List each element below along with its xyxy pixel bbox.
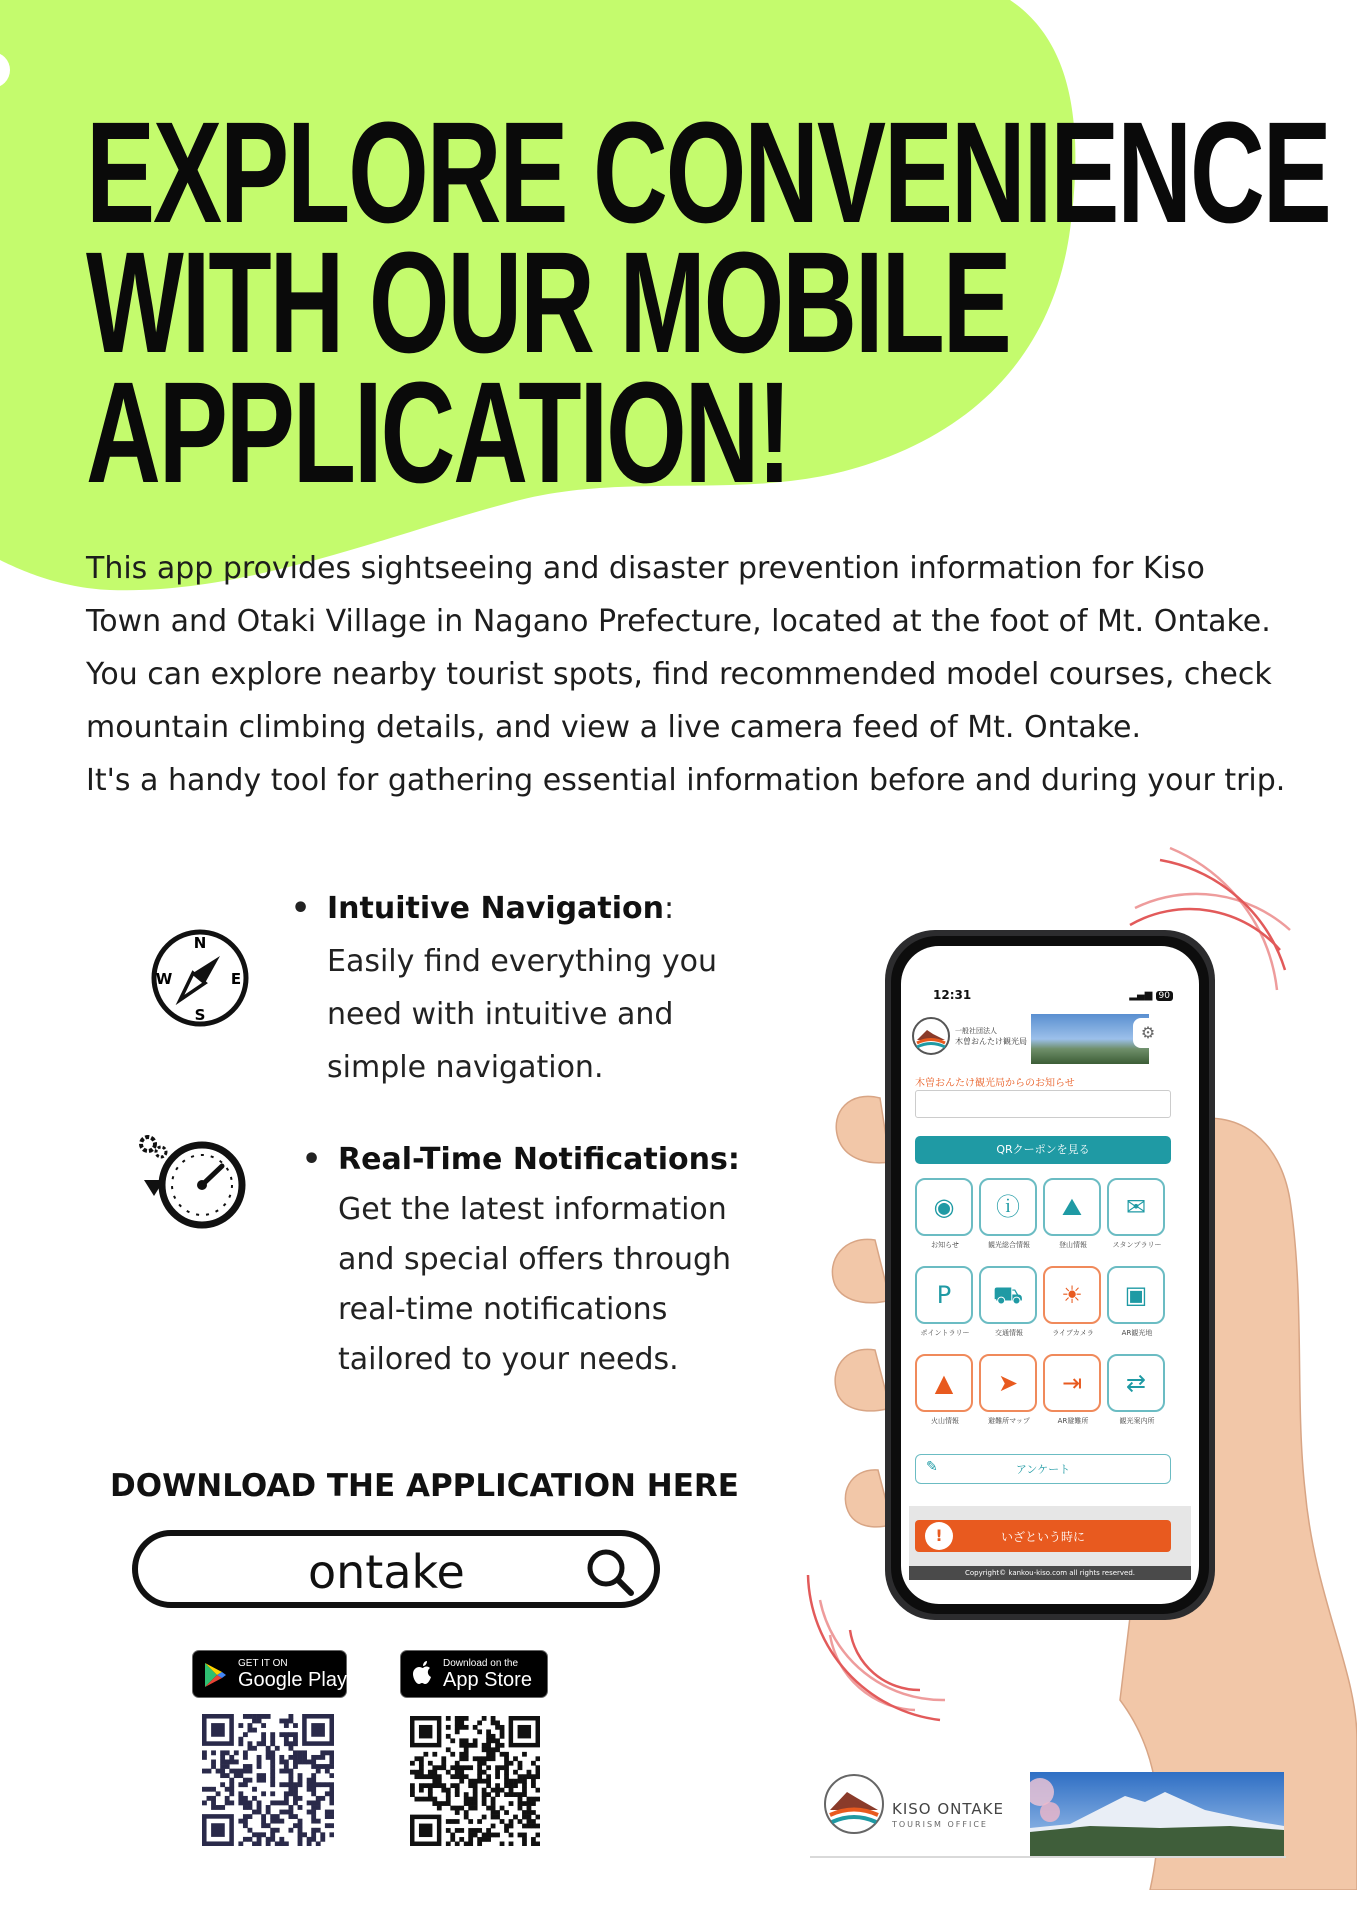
compass-w-label: W bbox=[155, 970, 173, 988]
status-time: 12:31 bbox=[933, 988, 972, 1002]
download-title: DOWNLOAD THE APPLICATION HERE bbox=[110, 1468, 739, 1504]
headline-line-2: WITH OUR MOBILE bbox=[86, 222, 1010, 383]
headline-line-1: EXPLORE CONVENIENCE bbox=[86, 92, 1330, 253]
google-play-big-text: Google Play bbox=[238, 1669, 347, 1691]
feature-title: Intuitive Navigation bbox=[327, 891, 664, 926]
status-icons bbox=[1129, 990, 1173, 1001]
brand-line-1: KISO ONTAKE bbox=[892, 1800, 1004, 1818]
stamp-icon: ✉ bbox=[1125, 1193, 1147, 1221]
grid-tile-label: お知らせ bbox=[931, 1241, 959, 1249]
grid-tile-label: 交通情報 bbox=[995, 1329, 1023, 1337]
intro-paragraph bbox=[86, 542, 1316, 807]
phone-screen bbox=[901, 946, 1199, 1604]
feature-line: need with intuitive and bbox=[327, 997, 674, 1032]
feature-line: Easily find everything you bbox=[327, 944, 717, 979]
volcano-icon: ▲ bbox=[934, 1369, 954, 1397]
grid-tile-volcano[interactable] bbox=[915, 1354, 975, 1438]
intro-line: Town and Otaki Village in Nagano Prefecture, located at the foot of Mt. Ontake. bbox=[86, 604, 1271, 639]
google-play-badge[interactable] bbox=[192, 1650, 347, 1698]
google-play-small-text: GET IT ON bbox=[238, 1658, 288, 1669]
app-store-qr-code[interactable] bbox=[410, 1716, 540, 1846]
photo-icon: ▣ bbox=[1124, 1281, 1148, 1309]
grid-tile-sun-mountain[interactable] bbox=[1043, 1266, 1103, 1350]
alert-icon: ! bbox=[925, 1522, 953, 1550]
feature-line: simple navigation. bbox=[327, 1050, 604, 1085]
grid-tile-exit[interactable] bbox=[1043, 1354, 1103, 1438]
feature-realtime-notifications: • Real-Time Notifications: Get the latest information and special offers through real-time notifications tailored to your needs. bbox=[338, 1135, 740, 1385]
grid-tile-info[interactable] bbox=[979, 1178, 1039, 1262]
grid-tile-label: ポイントラリー bbox=[920, 1329, 970, 1337]
compass-s-label: S bbox=[194, 1006, 206, 1024]
grid-tile-label: AR観光地 bbox=[1121, 1329, 1153, 1337]
signal-icon: ▂▄▆ bbox=[1129, 990, 1153, 1001]
compass-e-label: E bbox=[230, 970, 242, 988]
grid-tile-car[interactable] bbox=[979, 1266, 1039, 1350]
header-mountain-photo bbox=[1031, 1014, 1149, 1064]
feature-title: Real-Time Notifications: bbox=[338, 1142, 740, 1177]
copyright-text: Copyright© kankou-kiso.com all rights reserved. bbox=[909, 1566, 1191, 1580]
clipboard-icon: ✎ bbox=[926, 1459, 938, 1475]
settings-button[interactable] bbox=[1133, 1018, 1163, 1048]
emergency-label: いざという時に bbox=[1000, 1530, 1085, 1544]
footer-brand bbox=[822, 1772, 1032, 1842]
feature-line: tailored to your needs. bbox=[338, 1342, 679, 1377]
grid-tile-label: 避難所マップ bbox=[988, 1417, 1030, 1425]
grid-tile-label: ライブカメラ bbox=[1052, 1329, 1094, 1337]
exit-icon: ⇥ bbox=[1061, 1369, 1083, 1397]
emergency-button[interactable] bbox=[915, 1520, 1171, 1552]
intro-line: This app provides sightseeing and disaster prevention information for Kiso bbox=[86, 551, 1205, 586]
intro-line: mountain climbing details, and view a live camera feed of Mt. Ontake. bbox=[86, 710, 1142, 745]
coupon-button[interactable]: QRクーポンを見る bbox=[915, 1136, 1171, 1164]
intro-line: It's a handy tool for gathering essential information before and during your trip. bbox=[86, 763, 1286, 798]
app-store-badge[interactable] bbox=[400, 1650, 548, 1698]
hiker-icon: ⛰ bbox=[1061, 1193, 1083, 1221]
apple-icon bbox=[411, 1660, 435, 1688]
grid-tile-label: 火山情報 bbox=[931, 1417, 959, 1425]
grid-tile-label: 観光案内所 bbox=[1119, 1417, 1155, 1425]
footer-divider bbox=[810, 1856, 1286, 1858]
app-store-big-text: App Store bbox=[443, 1669, 532, 1691]
org-small: 一般社団法人 bbox=[955, 1027, 997, 1035]
parking-icon: P bbox=[936, 1281, 952, 1309]
gear-icon: ⚙ bbox=[1140, 1023, 1156, 1042]
sun-mountain-icon: ☀ bbox=[1061, 1281, 1083, 1309]
grid-tile-hiker[interactable] bbox=[1043, 1178, 1103, 1262]
search-bar[interactable] bbox=[132, 1530, 660, 1608]
org-name: 木曽おんたけ観光局 bbox=[955, 1037, 1027, 1046]
headline-line-3: APPLICATION! bbox=[86, 352, 790, 513]
grid-tile-signpost[interactable] bbox=[1107, 1354, 1167, 1438]
feature-intuitive-navigation: • Intuitive Navigation: Easily find everything you need with intuitive and simple navigation. bbox=[327, 882, 717, 1094]
info-icon: ⓘ bbox=[996, 1193, 1020, 1221]
kiso-ontake-logo-icon bbox=[822, 1772, 886, 1836]
feature-line: and special offers through bbox=[338, 1242, 732, 1277]
grid-tile-label: 観光総合情報 bbox=[988, 1241, 1030, 1249]
notice-title: 木曽おんたけ観光局からのお知らせ bbox=[915, 1078, 1075, 1089]
grid-tile-photo[interactable] bbox=[1107, 1266, 1167, 1350]
mountain-photo bbox=[1030, 1772, 1284, 1856]
compass-icon bbox=[148, 926, 252, 1030]
grid-tile-parking[interactable] bbox=[915, 1266, 975, 1350]
feature-title-colon: : bbox=[663, 891, 675, 926]
notice-box[interactable] bbox=[915, 1090, 1171, 1118]
grid-tile-wifi[interactable] bbox=[915, 1178, 975, 1262]
grid-tile-runner[interactable] bbox=[979, 1354, 1039, 1438]
runner-icon: ➤ bbox=[997, 1369, 1019, 1397]
app-store-small-text: Download on the bbox=[443, 1658, 519, 1669]
survey-label: アンケート bbox=[1015, 1463, 1071, 1476]
grid-tile-stamp[interactable] bbox=[1107, 1178, 1167, 1262]
survey-button[interactable] bbox=[915, 1454, 1171, 1484]
search-icon[interactable] bbox=[584, 1546, 636, 1598]
app-icon-grid bbox=[915, 1178, 1177, 1438]
clock-refresh-icon bbox=[134, 1130, 254, 1230]
feature-line: real-time notifications bbox=[338, 1292, 668, 1327]
search-term: ontake bbox=[308, 1545, 465, 1599]
wifi-icon: ◉ bbox=[933, 1193, 955, 1221]
signpost-icon: ⇄ bbox=[1125, 1369, 1147, 1397]
battery-badge: 90 bbox=[1156, 991, 1173, 1001]
brand-line-2: TOURISM OFFICE bbox=[892, 1820, 988, 1829]
google-play-icon bbox=[203, 1662, 227, 1688]
car-icon: ⛟ bbox=[992, 1281, 1024, 1309]
google-play-qr-code[interactable] bbox=[202, 1714, 334, 1846]
ontake-logo-icon bbox=[911, 1016, 951, 1056]
feature-line: Get the latest information bbox=[338, 1192, 727, 1227]
grid-tile-label: AR避難所 bbox=[1057, 1417, 1089, 1425]
headline bbox=[86, 92, 1330, 513]
compass-n-label: N bbox=[193, 934, 207, 952]
grid-tile-label: スタンプラリー bbox=[1112, 1241, 1162, 1249]
intro-line: You can explore nearby tourist spots, find recommended model courses, check bbox=[86, 657, 1272, 692]
grid-tile-label: 登山情報 bbox=[1059, 1241, 1087, 1249]
